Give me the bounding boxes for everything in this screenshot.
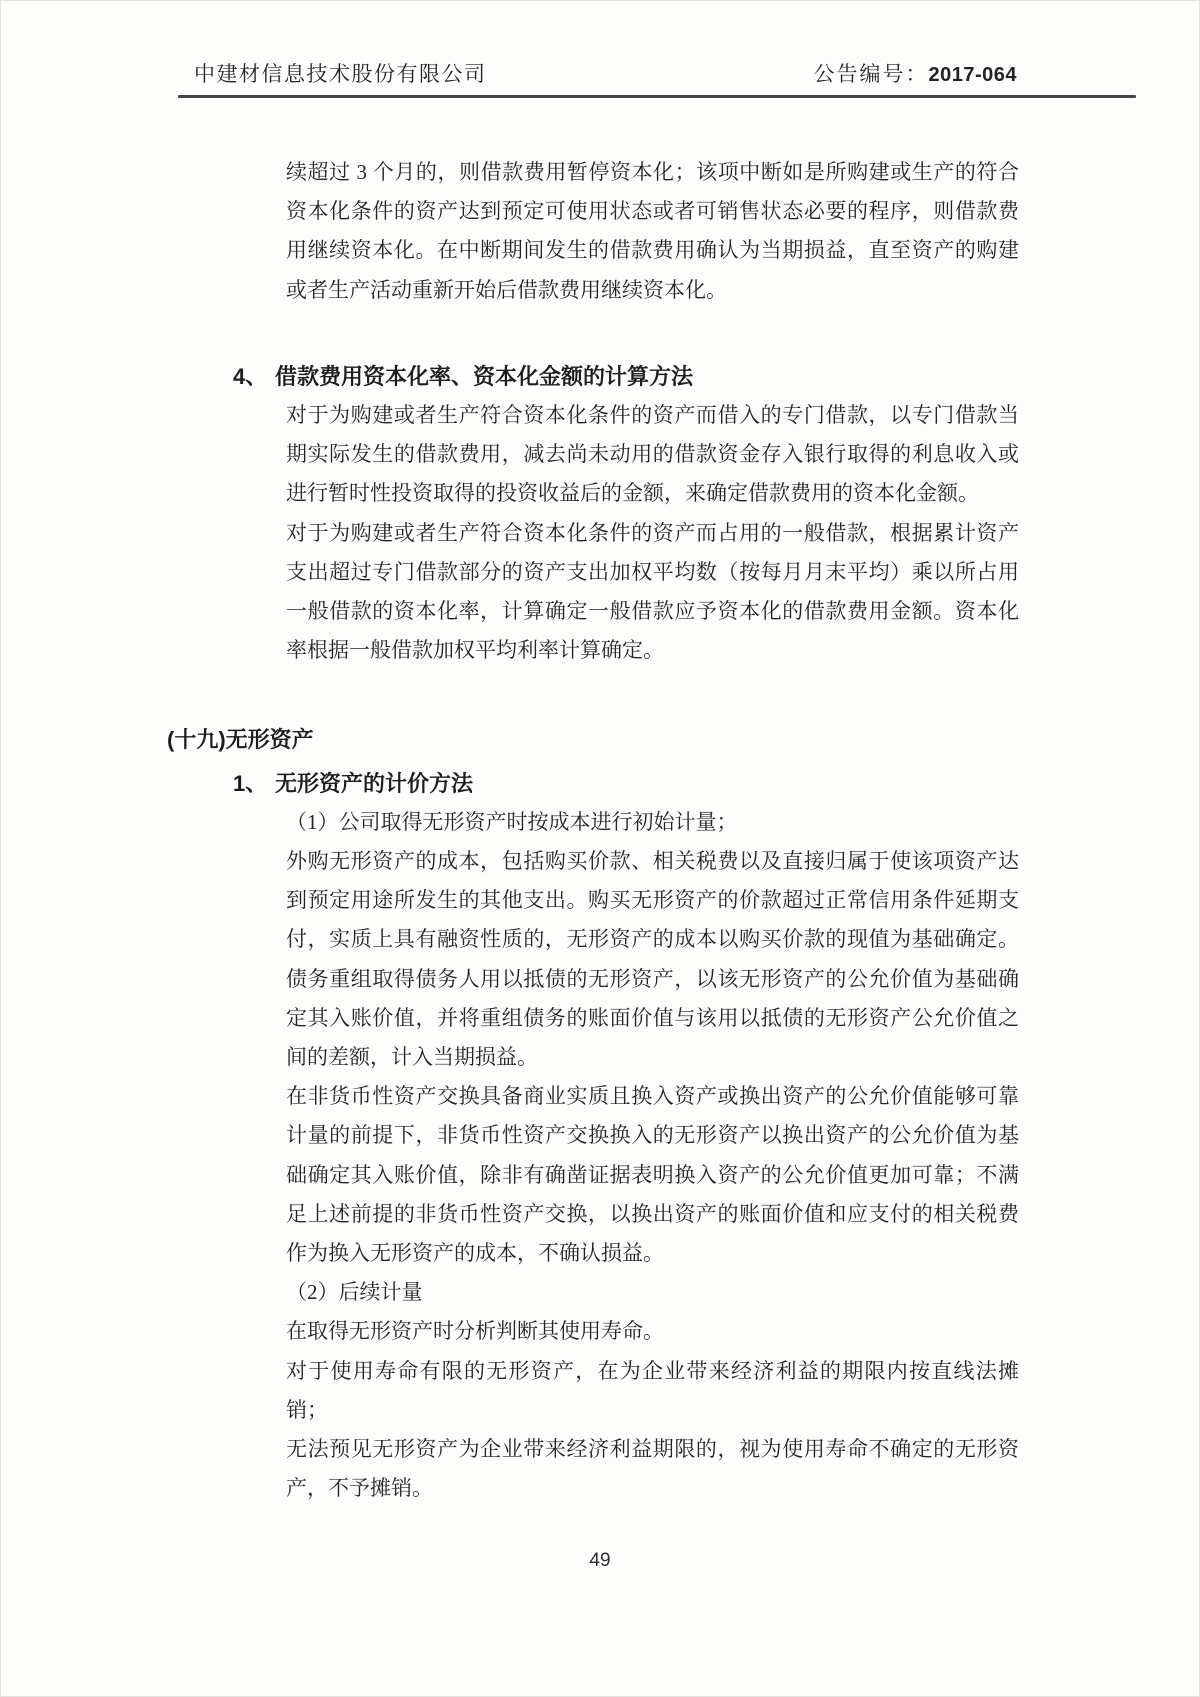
intangible-finite-life-amortization: 对于使用寿命有限的无形资产，在为企业带来经济利益的期限内按直线法摊销；: [286, 1358, 1019, 1422]
section19-sub1-title: 无形资产的计价方法: [275, 770, 474, 796]
intangible-indefinite-life: 无法预见无形资产为企业带来经济利益期限的，视为使用寿命不确定的无形资产，不予摊销。: [286, 1437, 1019, 1501]
paragraph-borrowing-suspension: 续超过 3 个月的，则借款费用暂停资本化；该项中断如是所购建或生产的符合资本化条件的资产达到预定可使用状态或者可销售状态必要的程序，则借款费用继续资本化。在中断期间发生的借款费用确认为当期损益，直至资产的购建或者生产活动重新开始后借款费用继续资本化。: [286, 160, 1019, 302]
section4-paragraph-1: 对于为购建或者生产符合资本化条件的资产而借入的专门借款，以专门借款当期实际发生的借款费用，减去尚未动用的借款资金存入银行取得的利息收入或进行暂时性投资取得的投资收益后的金额，来确定借款费用的资本化金额。: [286, 403, 1019, 506]
section19-heading: [1, 720, 1199, 759]
section4-title: 借款费用资本化率、资本化金额的计算方法: [275, 363, 694, 389]
section4-paragraph-2: 对于为购建或者生产符合资本化条件的资产而占用的一般借款，根据累计资产支出超过专门借款部分的资产支出加权平均数（按每月月末平均）乘以所占用一般借款的资本化率，计算确定一般借款应予资本化的借款费用金额。资本化率根据一般借款加权平均利率计算确定。: [286, 520, 1019, 663]
intangible-nonmonetary-exchange: 在非货币性资产交换具备商业实质且换入资产或换出资产的公允价值能够可靠计量的前提下，非货币性资产交换换入的无形资产以换出资产的公允价值为基础确定其入账价值，除非有确凿证据表明换入资产的公允价值更加可靠；不满足上述前提的非货币性资产交换，以换出资产的账面价值和应支付的相关税费作为换入无形资产的成本，不确认损益。: [286, 1084, 1019, 1266]
section19-sub1-heading: [1, 764, 1199, 803]
page-header: [194, 61, 1017, 88]
section4-number: 4、: [233, 363, 268, 389]
intangible-useful-life-analysis: 在取得无形资产时分析判断其使用寿命。: [286, 1319, 664, 1344]
section19-number: (十九): [167, 727, 226, 753]
section19-title: 无形资产: [225, 727, 314, 753]
intangible-purchase-cost: 外购无形资产的成本，包括购买价款、相关税费以及直接归属于使该项资产达到预定用途所发生的其他支出。购买无形资产的价款超过正常信用条件延期支付，实质上具有融资性质的，无形资产的成本以购买价款的现值为基础确定。债务重组取得债务人用以抵债的无形资产，以该无形资产的公允价值为基础确定其入账价值，并将重组债务的账面价值与该用以抵债的无形资产公允价值之间的差额，计入当期损益。: [286, 849, 1019, 1070]
announcement-label: 公告编号：: [813, 62, 929, 86]
page-number: 49: [589, 1550, 611, 1571]
announcement-number-value: 2017-064: [928, 64, 1017, 86]
section4-heading: [1, 357, 1199, 396]
intangible-initial-measurement: （1）公司取得无形资产时按成本进行初始计量；: [286, 809, 738, 834]
company-name: 中建材信息技术股份有限公司: [194, 62, 487, 86]
announcement-number: [813, 61, 1017, 88]
header-divider: [178, 95, 1136, 98]
document-body: [1, 153, 1199, 1509]
section19-sub1-number: 1、: [233, 770, 268, 796]
intangible-subsequent-measurement-heading: （2）后续计量: [286, 1280, 423, 1305]
